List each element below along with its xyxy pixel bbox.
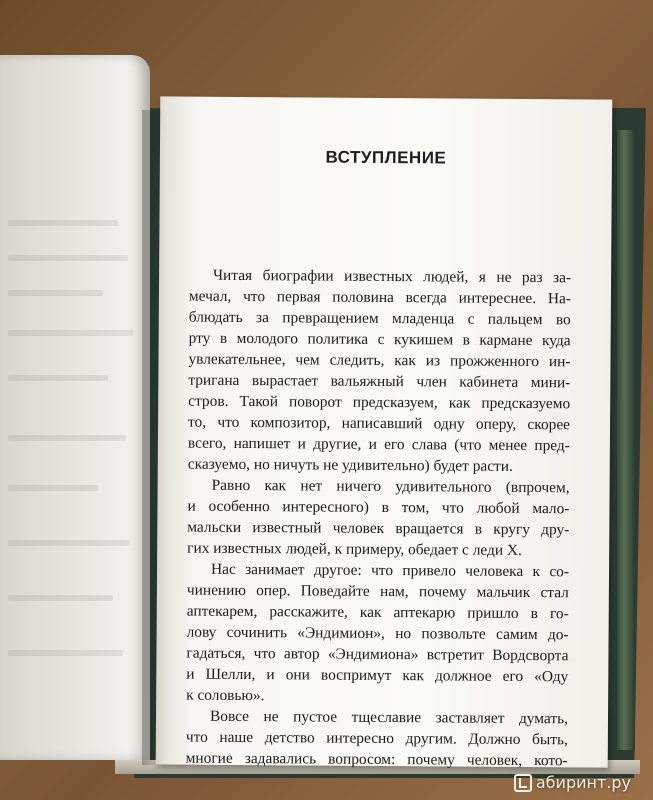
- text-line: увлекательнее, чем следить, как из прожженного ин-: [188, 350, 571, 371]
- text-line: Читая биографии известных людей, я не раз за-: [213, 266, 572, 287]
- text-line: Нас занимает другое: что привело человека к со-: [210, 560, 570, 581]
- bleed-through-line: [8, 255, 128, 261]
- text-line: Вовсе не пустое тщеславие заставляет думать,: [209, 707, 569, 728]
- watermark: [514, 773, 631, 792]
- text-line: мечал, что первая половина всегда интереснее. На-: [188, 287, 571, 308]
- text-line: чинению опер. Поведайте нам, почему мальчик стал: [186, 581, 569, 602]
- bleed-through-line: [8, 375, 108, 381]
- chapter-heading: ВСТУПЛЕНИЕ: [325, 147, 447, 168]
- left-page: [0, 55, 150, 760]
- bleed-through-line: [8, 485, 98, 491]
- text-line: сказуемо, но ничуть не удивительно) будет расти.: [187, 455, 513, 475]
- text-line: гадаться, что автор «Эндимиона» встретит Вордсворта: [186, 644, 569, 665]
- text-line: что наше детство интересно другим. Должно быть,: [185, 728, 568, 749]
- text-line: к соловью».: [186, 686, 265, 705]
- bleed-through-line: [8, 595, 113, 601]
- book-gutter-shadow: [142, 110, 168, 765]
- labirint-logo-icon: [514, 774, 532, 792]
- watermark-text: абиринт.ру: [535, 773, 631, 792]
- text-line: стров. Такой поворот предсказуем, как предсказуемо: [188, 392, 571, 413]
- text-line: гих известных людей, к примеру, обедает с леди Х.: [187, 539, 523, 559]
- text-line: многие задавались вопросом: почему человек, кото-: [185, 749, 568, 770]
- text-line: всего, напишет и другие, и его слава (что менее пред-: [187, 434, 570, 455]
- bleed-through-line: [8, 290, 103, 296]
- bleed-through-line: [8, 330, 133, 336]
- text-line: Равно как нет ничего удивительного (впрочем,: [211, 476, 570, 497]
- text-line: мальски известный человек вращается в кругу дру-: [187, 518, 570, 539]
- text-line: аптекарем, расскажите, как аптекарю пришло в го-: [186, 602, 569, 623]
- text-line: и Шелли, и они воспримут как должное его «Оду: [186, 665, 569, 686]
- right-page: [156, 96, 613, 770]
- text-line: то, что композитор, написавший одну оперу, скорее: [188, 413, 571, 434]
- bleed-through-line: [8, 435, 126, 441]
- book-cover-edge: [617, 130, 635, 750]
- body-text: [186, 265, 572, 772]
- text-line: тригана вырастает вальяжный член кабинета мини-: [188, 371, 571, 392]
- text-line: рту в молодого политика с кукишем в кармане куда: [188, 329, 571, 350]
- text-line: блюдать за превращением младенца с пальцем во: [188, 308, 571, 329]
- bleed-through-line: [8, 540, 130, 546]
- text-line: и особенно интересного) в том, что любой мало-: [187, 497, 570, 518]
- bleed-through-line: [8, 220, 118, 226]
- bleed-through-line: [8, 650, 123, 656]
- text-line: лову сочинить «Эндимион», но позвольте самим до-: [186, 623, 569, 644]
